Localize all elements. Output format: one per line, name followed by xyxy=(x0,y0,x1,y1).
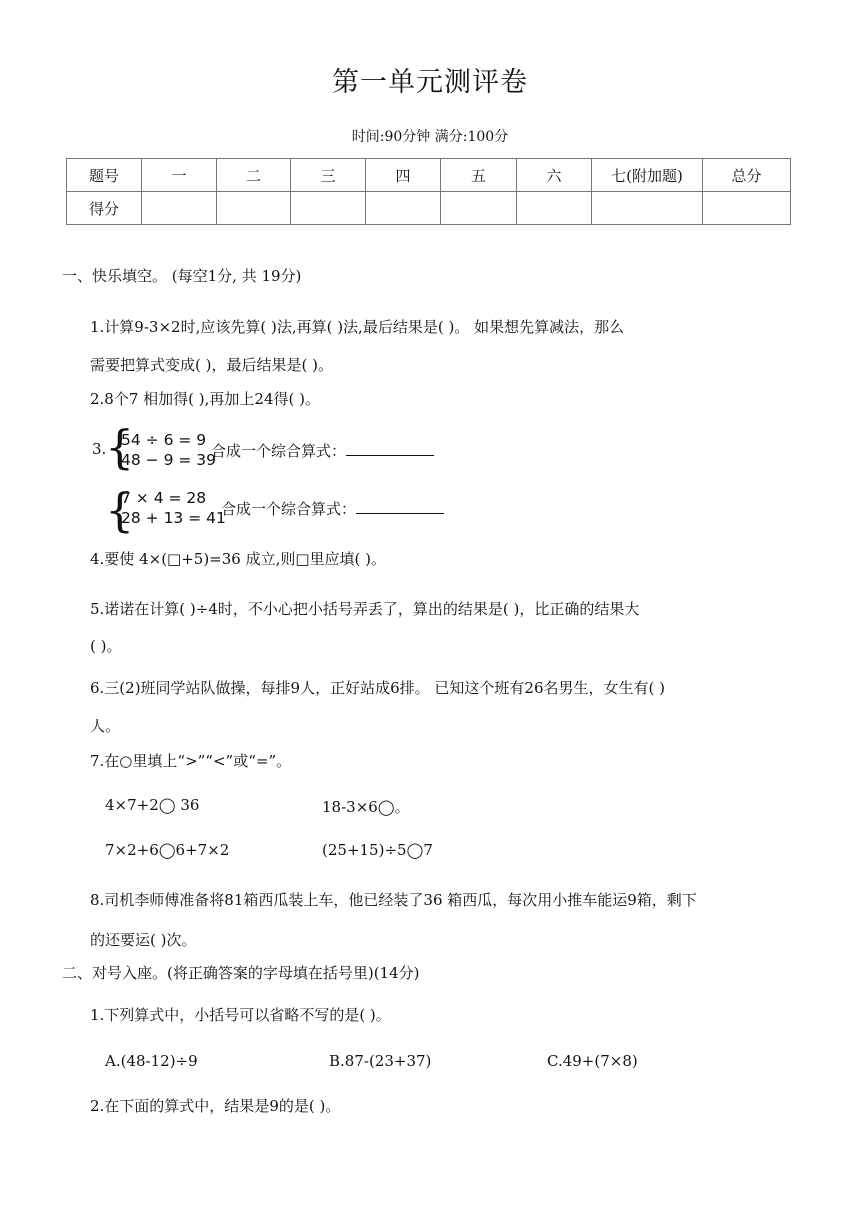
header-cell: 一 xyxy=(142,159,217,192)
header-cell: 五 xyxy=(441,159,517,192)
question-5-line1: 5.诺诺在计算( )÷4时，不小心把小括号弄丢了，算出的结果是( )，比正确的结果大 xyxy=(90,600,640,618)
question-3b-prompt xyxy=(221,498,444,519)
answer-blank[interactable] xyxy=(356,499,444,514)
score-table xyxy=(66,158,791,225)
question-6-line1: 6.三(2)班同学站队做操，每排9人，正好站成6排。 已知这个班有26名男生，女生有( ) xyxy=(90,679,665,697)
question-7: 7.在○里填上“>”“<”或“=”。 xyxy=(90,752,292,770)
question-1-line1: 1.计算9-3×2时,应该先算( )法,再算( )法,最后结果是( )。 如果想先算减法，那么 xyxy=(90,318,625,336)
compare-item: 7×2+6◯6+7×2 xyxy=(105,841,230,859)
header-cell: 四 xyxy=(366,159,441,192)
question-2-1: 1.下列算式中，小括号可以省略不写的是( )。 xyxy=(90,1006,391,1024)
question-1-line2: 需要把算式变成( )，最后结果是( )。 xyxy=(90,356,333,374)
score-table-header-row xyxy=(67,159,791,192)
header-cell: 题号 xyxy=(67,159,142,192)
equation: 54 ÷ 6 = 9 xyxy=(121,431,207,449)
question-2-2: 2.在下面的算式中，结果是9的是( )。 xyxy=(90,1097,341,1115)
equation: 48 − 9 = 39 xyxy=(121,451,216,469)
header-cell: 总分 xyxy=(703,159,791,192)
question-2: 2.8个7 相加得( ),再加上24得( )。 xyxy=(90,390,320,408)
option-a[interactable]: A.(48-12)÷9 xyxy=(105,1052,198,1070)
score-cell[interactable] xyxy=(592,192,703,225)
compare-item: 18-3×6◯。 xyxy=(322,798,410,816)
brace-icon: { xyxy=(105,483,135,537)
header-cell: 三 xyxy=(291,159,366,192)
score-row-label: 得分 xyxy=(67,192,142,225)
prompt-text: 合成一个综合算式： xyxy=(221,500,357,518)
header-cell: 六 xyxy=(517,159,592,192)
question-3-number: 3. xyxy=(92,440,107,458)
question-5-line2: ( )。 xyxy=(90,637,122,655)
brace-icon: { xyxy=(105,420,135,474)
score-cell[interactable] xyxy=(366,192,441,225)
exam-info: 时间:90分钟 满分:100分 xyxy=(351,129,509,145)
page-title: 第一单元测评卷 xyxy=(332,67,528,98)
header-cell: 七(附加题) xyxy=(592,159,703,192)
compare-item: (25+15)÷5◯7 xyxy=(322,841,433,859)
option-c[interactable]: C.49+(7×8) xyxy=(547,1052,638,1070)
equation: 28 + 13 = 41 xyxy=(121,509,226,527)
question-3a-prompt xyxy=(211,440,434,461)
prompt-text: 合成一个综合算式： xyxy=(211,442,347,460)
question-8-line2: 的还要运( )次。 xyxy=(90,931,197,949)
score-cell[interactable] xyxy=(291,192,366,225)
score-cell[interactable] xyxy=(441,192,517,225)
question-4: 4.要使 4×(□+5)=36 成立,则□里应填( )。 xyxy=(90,550,387,568)
option-b[interactable]: B.87-(23+37) xyxy=(329,1052,432,1070)
compare-item: 4×7+2◯ 36 xyxy=(105,796,200,814)
question-6-line2: 人。 xyxy=(90,717,121,735)
score-cell[interactable] xyxy=(142,192,217,225)
header-cell: 二 xyxy=(217,159,291,192)
score-table-score-row xyxy=(67,192,791,225)
section2-heading: 二、对号入座。(将正确答案的字母填在括号里)(14分) xyxy=(62,964,420,982)
score-cell[interactable] xyxy=(517,192,592,225)
question-8-line1: 8.司机李师傅准备将81箱西瓜装上车，他已经装了36 箱西瓜，每次用小推车能运9箱，剩下 xyxy=(90,891,697,909)
equation: 7 × 4 = 28 xyxy=(121,489,207,507)
score-cell[interactable] xyxy=(217,192,291,225)
section1-heading: 一、快乐填空。 (每空1分, 共 19分) xyxy=(62,267,302,285)
score-cell[interactable] xyxy=(703,192,791,225)
answer-blank[interactable] xyxy=(346,441,434,456)
